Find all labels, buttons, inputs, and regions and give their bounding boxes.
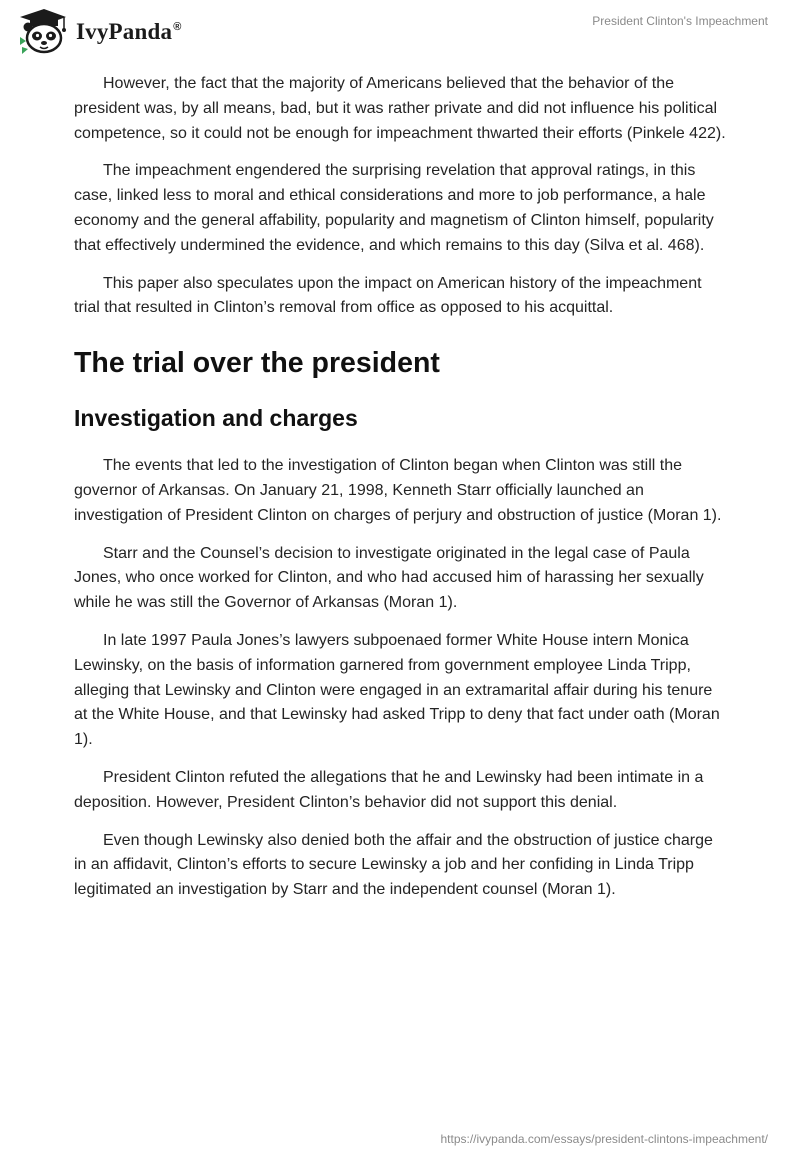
- paragraph: However, the fact that the majority of Americans believed that the behavior of the president was, by all means, bad, but it was rather private and did not influence his political competence, so it could not be enough for impeachment thwarted their efforts (Pinkele 422).: [74, 75, 726, 142]
- source-url[interactable]: https://ivypanda.com/essays/president-clintons-impeachment/: [440, 1132, 768, 1146]
- paragraph: President Clinton refuted the allegations that he and Lewinsky had been intimate in a deposition. However, President Clinton’s behavior did not support this denial.: [74, 768, 704, 811]
- paragraph: The events that led to the investigation of Clinton began when Clinton was still the governor of Arkansas. On January 21, 1998, Kenneth Starr officially launched an investigation of President Clinton on charges of perjury and obstruction of justice (Moran 1).: [74, 457, 722, 524]
- document-title: President Clinton's Impeachment: [592, 14, 768, 28]
- paragraph: In late 1997 Paula Jones’s lawyers subpoenaed former White House intern Monica Lewinsky, on the basis of information garnered from government employee Linda Tripp, alleging that Lewinsky and Clinton were engaged in an extramarital affair during his tenure at the White House, and that Lewinsky had asked Tripp to deny that fact under oath (Moran 1).: [74, 631, 720, 749]
- panda-logo-icon: [14, 7, 70, 57]
- essay-content: [74, 72, 729, 916]
- logo-text: IvyPanda®: [76, 19, 182, 44]
- subsection-heading: Investigation and charges: [74, 405, 358, 432]
- registered-mark: ®: [173, 21, 182, 34]
- paragraph: This paper also speculates upon the impact on American history of the impeachment trial that resulted in Clinton’s removal from office as opposed to his acquittal.: [74, 274, 702, 317]
- paragraph: The impeachment engendered the surprising revelation that approval ratings, in this case, linked less to moral and ethical considerations and more to job performance, a hale economy and the general affability, popularity and magnetism of Clinton himself, popularity that effectively undermined the evidence, and which remains to this day (Silva et al. 468).: [74, 162, 714, 254]
- ivypanda-logo[interactable]: [14, 8, 182, 56]
- paragraph: Starr and the Counsel’s decision to investigate originated in the legal case of Paula Jones, who once worked for Clinton, and who had accused him of harassing her sexually while he was still the Governor of Arkansas (Moran 1).: [74, 544, 704, 612]
- paragraph: Even though Lewinsky also denied both the affair and the obstruction of justice charge in an affidavit, Clinton’s efforts to secure Lewinsky a job and her confiding in Linda Tripp legitimated an investigation by Starr and the independent counsel (Moran 1).: [74, 831, 713, 899]
- page-header: [0, 0, 800, 70]
- section-heading: The trial over the president: [74, 347, 440, 380]
